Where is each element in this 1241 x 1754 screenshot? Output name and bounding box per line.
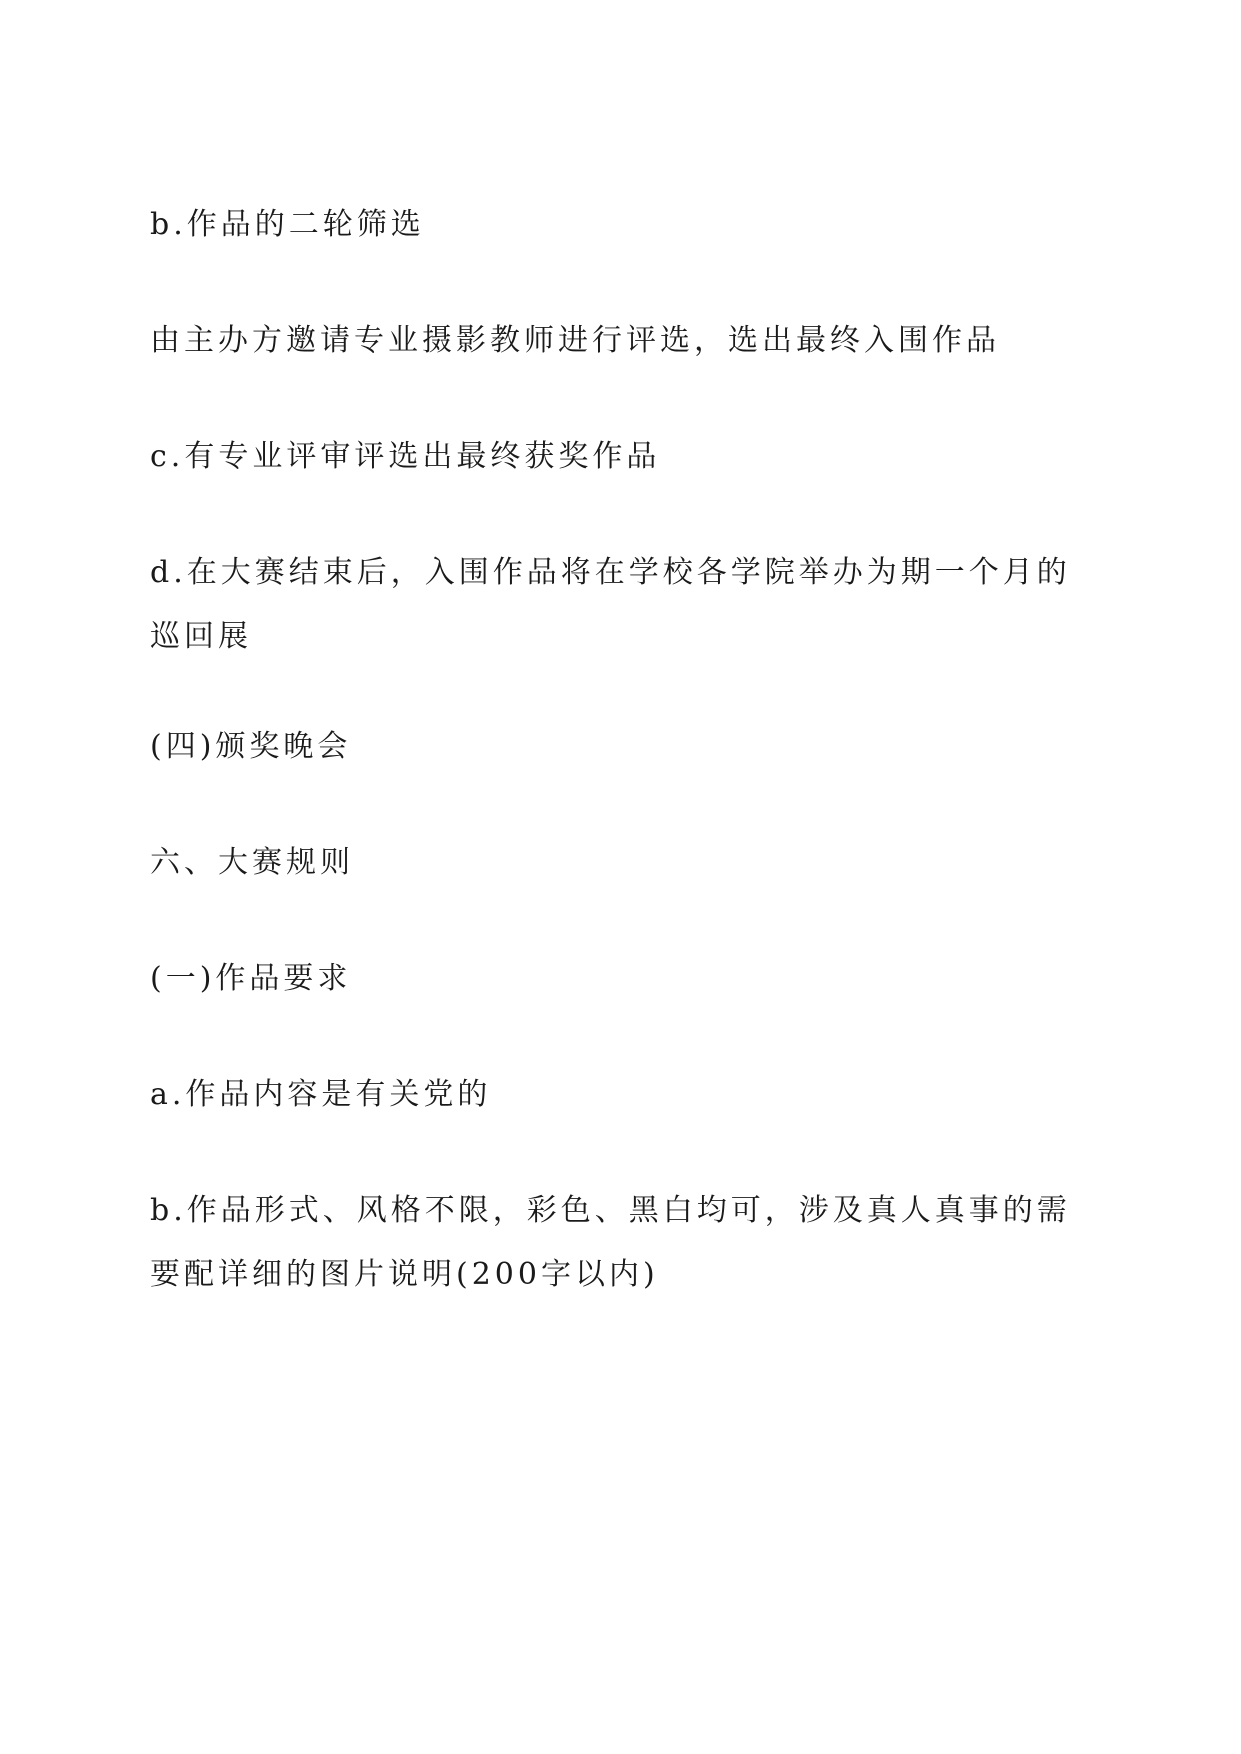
paragraph-second-round-screening: b.作品的二轮筛选 xyxy=(150,207,425,242)
paragraph-touring-exhibition: d.在大赛结束后，入围作品将在学校各学院举办为期一个月的巡回展 xyxy=(150,555,1071,654)
heading-award-ceremony: (四)颁奖晚会 xyxy=(150,729,352,764)
paragraph-final-award-selection: c.有专业评审评选出最终获奖作品 xyxy=(150,439,661,474)
paragraph-teacher-judging: 由主办方邀请专业摄影教师进行评选，选出最终入围作品 xyxy=(150,323,1000,358)
heading-contest-rules: 六、大赛规则 xyxy=(150,845,354,880)
paragraph-work-content: a.作品内容是有关党的 xyxy=(150,1077,492,1112)
paragraph-work-format: b.作品形式、风格不限，彩色、黑白均可，涉及真人真事的需要配详细的图片说明(200字以内) xyxy=(150,1193,1071,1292)
heading-work-requirements: (一)作品要求 xyxy=(150,961,352,996)
